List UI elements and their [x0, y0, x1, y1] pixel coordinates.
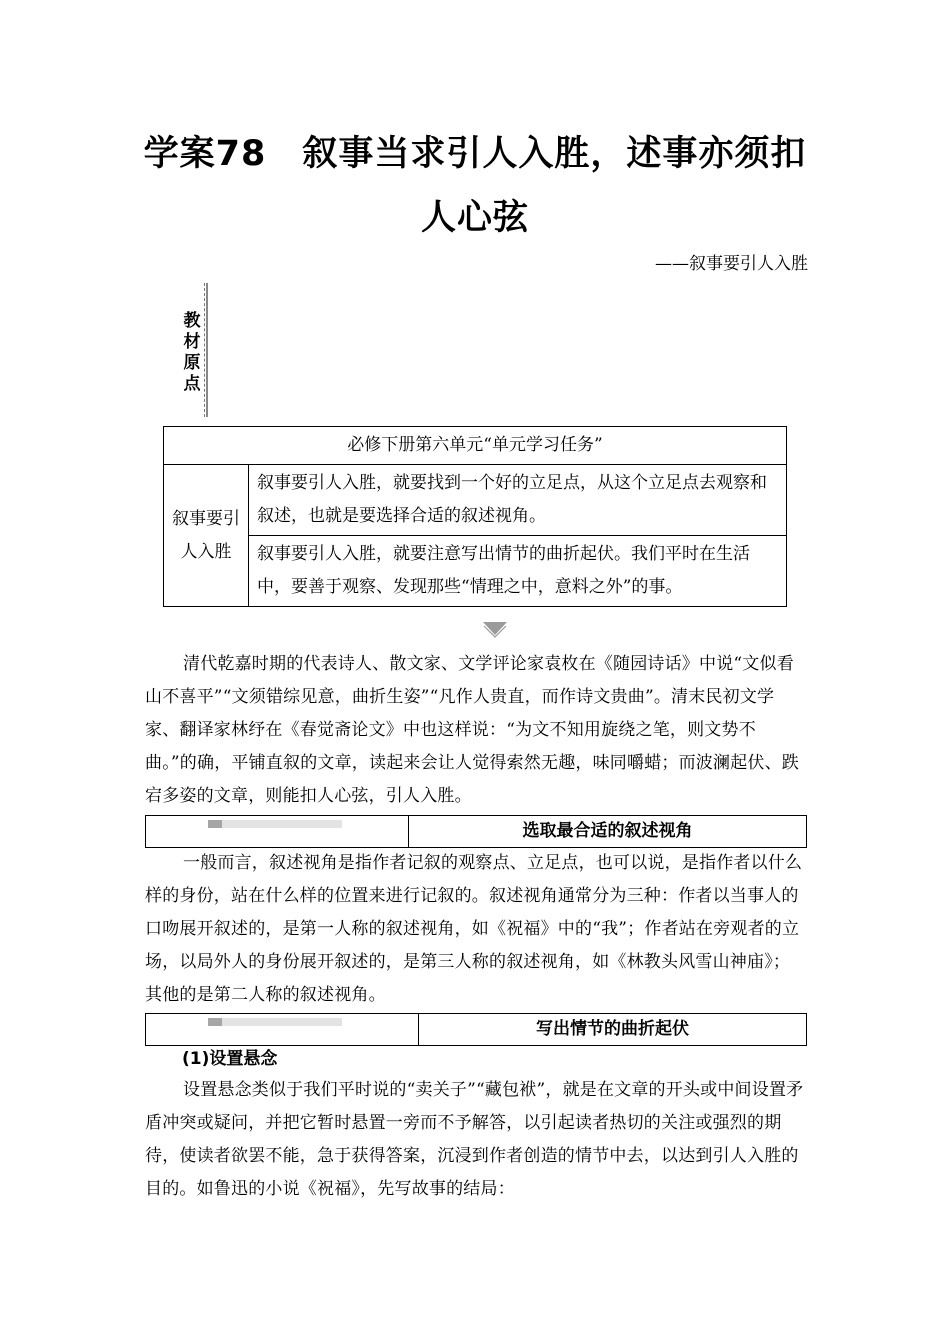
subheading-suspense: (1)设置悬念 [182, 1049, 278, 1069]
section-tag-cell [146, 816, 409, 847]
textbook-origin-label [182, 283, 208, 417]
source-table [163, 426, 787, 607]
section-tag [208, 820, 342, 828]
source-table-row-label: 叙事要引人入胜 [164, 465, 249, 607]
chevron-down-icon [483, 622, 507, 638]
intro-paragraph [145, 648, 806, 813]
source-table-cell: 叙事要引人入胜，就要注意写出情节的曲折起伏。我们平时在生活中，要善于观察、发现那些“情理之中，意料之外”的事。 [249, 536, 787, 607]
section-title-1: 选取最合适的叙述视角 [522, 821, 693, 841]
side-label-char: 教 [183, 311, 201, 331]
source-table-header: 必修下册第六单元“单元学习任务” [164, 427, 787, 465]
section-tag-marker [208, 1018, 222, 1026]
section-tag-marker [208, 820, 222, 828]
page-title-line2: 人心弦 [420, 198, 529, 238]
side-label-text [182, 311, 202, 395]
section-tag-cell [146, 1014, 419, 1045]
section-title-2: 写出情节的曲折起伏 [536, 1019, 689, 1039]
side-label-char: 原 [183, 353, 201, 373]
section1-paragraph-text: 一般而言，叙述视角是指作者记叙的观察点、立足点，也可以说，是指作者以什么样的身份，站在什么样的位置来进行记叙的。叙述视角通常分为三种：作者以当事人的口吻展开叙述的，是第一人称的叙述视角，如《祝福》中的“我”；作者站在旁观者的立场，以局外人的身份展开叙述的，是第三人称的叙述视角，如《林教头风雪山神庙》；其他的是第二人称的叙述视角。 [145, 853, 803, 1005]
section-tag [208, 1018, 342, 1026]
section-header-1 [145, 815, 807, 848]
section2-paragraph [145, 1074, 806, 1206]
side-label-bar [204, 283, 208, 417]
intro-paragraph-text: 清代乾嘉时期的代表诗人、散文家、文学评论家袁枚在《随园诗话》中说“文似看山不喜平”“文须错综见意，曲折生姿”“凡作人贵直，而作诗文贵曲”。清末民初文学家、翻译家林纾在《春觉斋论文》中也这样说：“为文不知用旋绕之笔，则文势不曲。”的确，平铺直叙的文章，读起来会让人觉得索然无趣，味同嚼蜡；而波澜起伏、跌宕多姿的文章，则能扣人心弦，引人入胜。 [145, 654, 799, 806]
side-label-char: 点 [183, 374, 201, 394]
section1-paragraph [145, 847, 806, 1012]
page-subtitle: ——叙事要引人入胜 [655, 254, 808, 274]
section2-paragraph-text: 设置悬念类似于我们平时说的“卖关子”“藏包袱”，就是在文章的开头或中间设置矛盾冲突或疑问，并把它暂时悬置一旁而不予解答，以引起读者热切的关注或强烈的期待，使读者欲罢不能，急于获得答案，沉浸到作者创造的情节中去，以达到引人入胜的目的。如鲁迅的小说《祝福》，先写故事的结局： [145, 1080, 804, 1199]
source-table-cell: 叙事要引人入胜，就要找到一个好的立足点，从这个立足点去观察和叙述，也就是要选择合适的叙述视角。 [249, 465, 787, 536]
side-label-char: 材 [183, 332, 201, 352]
page-title-line1: 学案78 叙事当求引人入胜，述事亦须扣 [143, 134, 807, 174]
section-header-2 [145, 1013, 807, 1046]
